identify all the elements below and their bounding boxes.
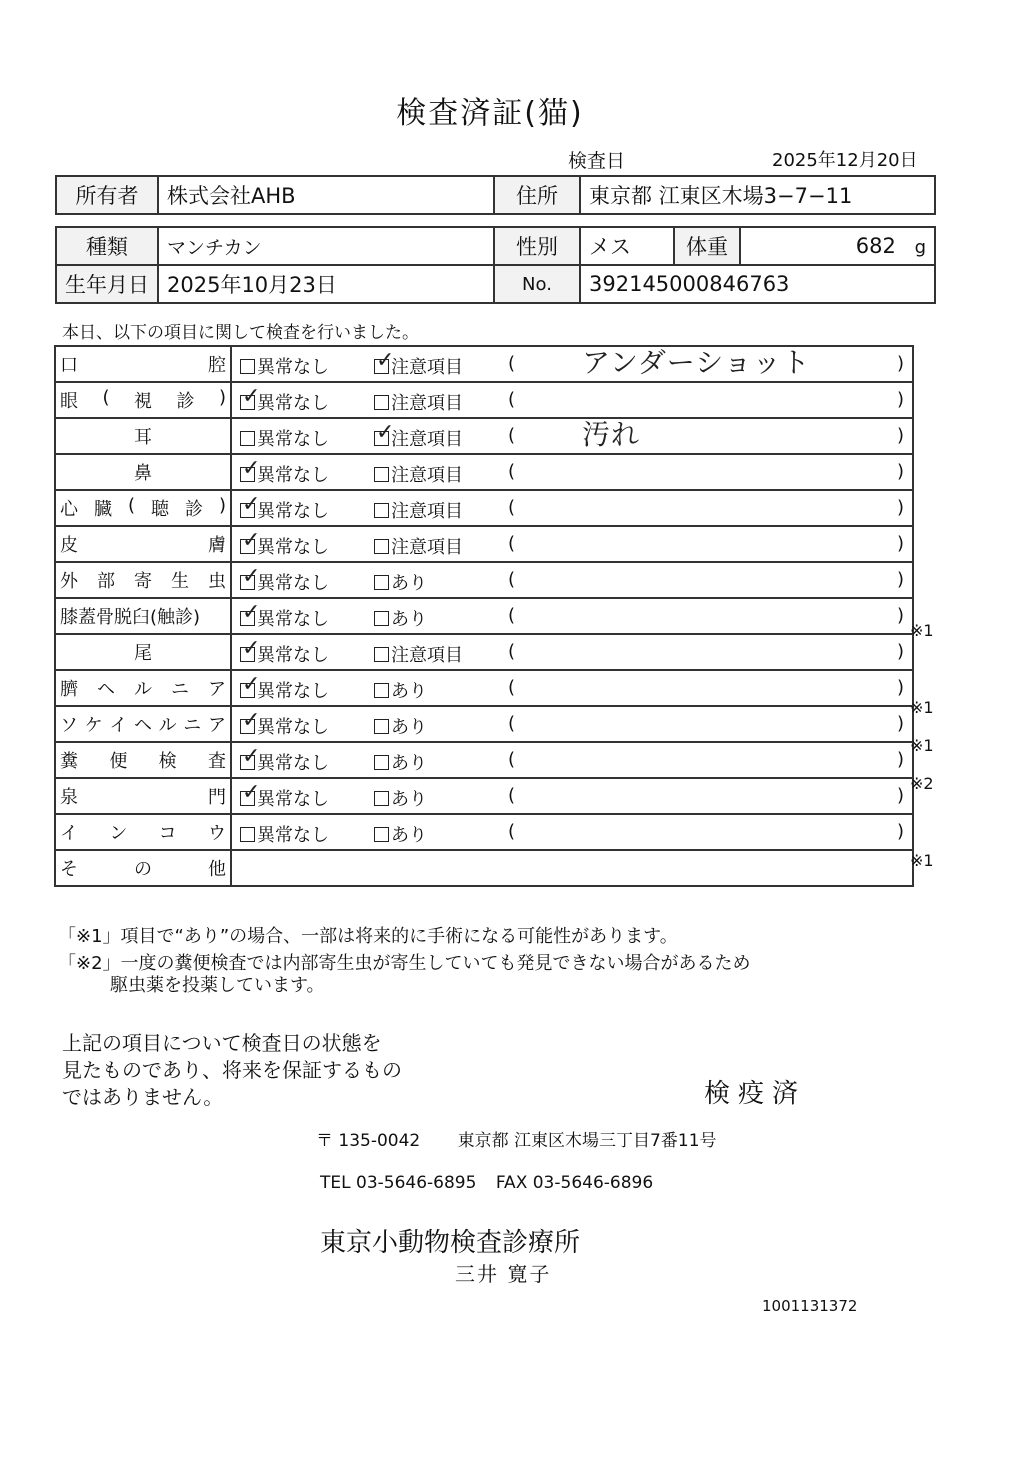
footnote-mark: ※2 xyxy=(910,774,934,794)
close-paren: ) xyxy=(896,461,904,482)
exam-item xyxy=(55,814,231,850)
checkbox-icon xyxy=(240,564,261,590)
exam-options xyxy=(231,562,913,598)
exam-item-text: 耳 xyxy=(134,427,152,448)
check-mark-icon: ✓ xyxy=(242,708,261,733)
option-normal-label: 異常なし xyxy=(257,501,329,522)
exam-item xyxy=(55,490,231,526)
option-finding-label: あり xyxy=(391,609,427,630)
option-finding[interactable] xyxy=(374,420,463,451)
checkbox-icon xyxy=(240,827,255,842)
check-mark-icon: ✓ xyxy=(242,636,261,661)
document-number: 1001131372 xyxy=(762,1297,858,1315)
exam-item-char: 虫 xyxy=(208,571,226,592)
close-paren: ) xyxy=(896,641,904,662)
checkbox-icon xyxy=(374,395,389,410)
option-finding-label: あり xyxy=(391,753,427,774)
exam-item-char: ヘ xyxy=(97,679,115,700)
option-finding-label: あり xyxy=(391,825,427,846)
exam-item xyxy=(55,634,231,670)
checkbox-icon xyxy=(240,456,261,482)
open-paren: ( xyxy=(508,749,516,770)
close-paren: ) xyxy=(896,569,904,590)
exam-row xyxy=(55,562,913,598)
exam-item xyxy=(55,670,231,706)
exam-item-char: ) xyxy=(218,387,226,408)
clinic-name: 東京小動物検査診療所 xyxy=(320,1228,581,1258)
number-label: No. xyxy=(494,265,580,303)
exam-date: 2025年12月20日 xyxy=(772,150,918,171)
option-normal[interactable] xyxy=(240,672,329,703)
exam-options xyxy=(231,778,913,814)
address-value: 東京都 江東区木場3−7−11 xyxy=(580,176,935,214)
footnote-1: 「※1」項目で“あり”の場合、一部は将来的に手術になる可能性があります。 xyxy=(58,926,678,947)
option-normal[interactable] xyxy=(240,744,329,775)
checkbox-icon xyxy=(240,600,261,626)
exam-item-label xyxy=(60,711,226,737)
option-finding-label: 注意項目 xyxy=(391,465,463,486)
exam-options xyxy=(231,526,913,562)
option-normal[interactable] xyxy=(240,528,329,559)
exam-item-char: ケ xyxy=(84,715,103,736)
sex-value: メス xyxy=(580,227,674,265)
option-normal[interactable] xyxy=(240,492,329,523)
handwritten-note: 汚れ xyxy=(582,418,641,451)
close-paren: ) xyxy=(896,605,904,626)
close-paren: ) xyxy=(896,821,904,842)
close-paren: ) xyxy=(896,677,904,698)
owner-table xyxy=(55,175,936,215)
tel: TEL 03-5646-6895 xyxy=(320,1173,477,1193)
open-paren: ( xyxy=(508,641,516,662)
handwritten-note: アンダーショット xyxy=(582,346,811,379)
check-mark-icon: ✓ xyxy=(242,528,261,553)
exam-row xyxy=(55,526,913,562)
checkbox-icon xyxy=(374,420,395,446)
option-finding[interactable] xyxy=(374,749,427,775)
option-normal[interactable] xyxy=(240,821,329,847)
checkbox-icon xyxy=(240,528,261,554)
footnote-2-cont: 駆虫薬を投薬しています。 xyxy=(110,975,325,996)
open-paren: ( xyxy=(508,677,516,698)
exam-item-char: ア xyxy=(207,715,226,736)
check-mark-icon: ✓ xyxy=(242,672,261,697)
exam-row xyxy=(55,778,913,814)
sex-label: 性別 xyxy=(494,227,580,265)
birth-label: 生年月日 xyxy=(56,265,158,303)
exam-item-char: 部 xyxy=(97,571,115,592)
check-mark-icon: ✓ xyxy=(242,564,261,589)
option-finding-label: 注意項目 xyxy=(391,537,463,558)
open-paren: ( xyxy=(508,461,516,482)
option-normal[interactable] xyxy=(240,353,329,379)
check-mark-icon: ✓ xyxy=(242,600,261,625)
exam-item-char: 査 xyxy=(207,751,226,772)
weight-value: 682 xyxy=(855,234,896,258)
exam-options xyxy=(231,742,913,778)
checkbox-icon xyxy=(374,467,389,482)
exam-options xyxy=(231,634,913,670)
checkbox-icon xyxy=(240,780,261,806)
exam-options xyxy=(231,454,913,490)
exam-item-char: 検 xyxy=(158,751,177,772)
exam-item-char: 診 xyxy=(176,391,195,412)
exam-item-char: ( xyxy=(102,387,110,408)
option-finding[interactable] xyxy=(374,389,463,415)
option-finding-label: 注意項目 xyxy=(391,429,463,450)
exam-row xyxy=(55,634,913,670)
exam-item-label xyxy=(60,747,226,773)
checkbox-icon xyxy=(240,431,255,446)
document-title: 検査済証(猫) xyxy=(396,96,584,131)
option-finding[interactable] xyxy=(374,497,463,523)
exam-item-char: ア xyxy=(208,679,226,700)
disclaimer-line-3: ではありません。 xyxy=(62,1085,224,1109)
checkbox-icon xyxy=(374,755,389,770)
close-paren: ) xyxy=(896,785,904,806)
exam-item-char: ニ xyxy=(183,715,202,736)
checkbox-icon xyxy=(240,384,261,410)
option-normal-label: 異常なし xyxy=(257,573,329,594)
other-label xyxy=(60,855,226,881)
animal-table xyxy=(55,226,936,304)
fax: FAX 03-5646-6896 xyxy=(495,1173,654,1193)
exam-item-char: ( xyxy=(127,495,135,516)
option-normal[interactable] xyxy=(240,780,329,811)
checkbox-icon xyxy=(374,791,389,806)
exam-options xyxy=(231,418,913,454)
exam-item-text: 膝蓋骨脱臼(触診) xyxy=(60,607,201,628)
owner-value: 株式会社AHB xyxy=(158,176,494,214)
checkbox-icon xyxy=(374,503,389,518)
exam-options xyxy=(231,706,913,742)
open-paren: ( xyxy=(508,605,516,626)
close-paren: ) xyxy=(896,713,904,734)
exam-date-label: 検査日 xyxy=(568,150,626,172)
exam-item-label xyxy=(60,423,226,449)
exam-table xyxy=(54,345,914,887)
checkbox-icon xyxy=(374,683,389,698)
exam-item-label xyxy=(60,675,226,701)
exam-row xyxy=(55,418,913,454)
checkbox-icon xyxy=(374,827,389,842)
breed-value: マンチカン xyxy=(158,227,494,265)
option-normal-label: 異常なし xyxy=(257,645,329,666)
exam-item-char: 便 xyxy=(109,751,128,772)
close-paren: ) xyxy=(896,749,904,770)
option-finding-label: あり xyxy=(391,789,427,810)
exam-item-char: 泉 xyxy=(60,787,78,808)
open-paren: ( xyxy=(508,497,516,518)
exam-item-char: 生 xyxy=(171,571,189,592)
open-paren: ( xyxy=(508,533,516,554)
breed-label: 種類 xyxy=(56,227,158,265)
exam-item-label xyxy=(60,531,226,557)
checkbox-icon xyxy=(374,575,389,590)
check-mark-icon: ✓ xyxy=(376,420,395,445)
checkbox-icon xyxy=(240,359,255,374)
exam-row xyxy=(55,706,913,742)
other-char: の xyxy=(134,859,152,880)
option-finding[interactable] xyxy=(374,533,463,559)
close-paren: ) xyxy=(896,353,904,374)
exam-item-label xyxy=(60,783,226,809)
exam-item-label xyxy=(60,351,226,377)
open-paren: ( xyxy=(508,353,516,374)
other-char: そ xyxy=(60,859,78,880)
exam-item xyxy=(55,382,231,418)
exam-item-char: ソ xyxy=(60,715,78,736)
option-normal-label: 異常なし xyxy=(257,681,329,702)
contact-line xyxy=(320,1173,653,1193)
exam-row xyxy=(55,490,913,526)
exam-item-char: 糞 xyxy=(60,751,78,772)
checkbox-icon xyxy=(374,647,389,662)
exam-item-label xyxy=(60,567,226,593)
exam-item-label xyxy=(60,603,226,629)
exam-options xyxy=(231,490,913,526)
exam-item-char: 口 xyxy=(60,355,78,376)
option-normal-label: 異常なし xyxy=(257,393,329,414)
exam-item-char: 門 xyxy=(208,787,226,808)
exam-item xyxy=(55,778,231,814)
checkbox-icon xyxy=(374,611,389,626)
exam-item-char: ウ xyxy=(207,823,226,844)
exam-item-char: 腔 xyxy=(208,355,226,376)
option-finding-label: 注意項目 xyxy=(391,393,463,414)
option-normal-label: 異常なし xyxy=(257,825,329,846)
exam-item-char: ) xyxy=(218,495,226,516)
exam-item-char: コ xyxy=(158,823,177,844)
clinic-address: 東京都 江東区木場三丁目7番11号 xyxy=(457,1131,717,1151)
exam-item-label xyxy=(60,459,226,485)
quarantine-stamp: 検疫済 xyxy=(704,1079,807,1109)
option-finding[interactable] xyxy=(374,785,427,811)
postal-code: 〒 135-0042 xyxy=(316,1131,421,1151)
option-normal-label: 異常なし xyxy=(257,753,329,774)
option-normal[interactable] xyxy=(240,636,329,667)
exam-options xyxy=(231,346,913,382)
checkbox-icon xyxy=(240,492,261,518)
open-paren: ( xyxy=(508,821,516,842)
check-mark-icon: ✓ xyxy=(242,780,261,805)
exam-item xyxy=(55,418,231,454)
exam-item-text: 鼻 xyxy=(134,463,152,484)
option-normal-label: 異常なし xyxy=(257,465,329,486)
option-normal[interactable] xyxy=(240,708,329,739)
option-normal[interactable] xyxy=(240,564,329,595)
checkbox-icon xyxy=(374,719,389,734)
option-normal-label: 異常なし xyxy=(257,789,329,810)
checkbox-icon xyxy=(240,744,261,770)
option-finding[interactable] xyxy=(374,348,463,379)
option-finding[interactable] xyxy=(374,461,463,487)
exam-item xyxy=(55,706,231,742)
exam-item xyxy=(55,598,231,634)
birth-value: 2025年10月23日 xyxy=(158,265,494,303)
exam-item-char: 臍 xyxy=(60,679,78,700)
footnote-mark: ※1 xyxy=(910,621,934,641)
option-normal[interactable] xyxy=(240,384,329,415)
exam-item-char: 外 xyxy=(60,571,78,592)
intro-text: 本日、以下の項目に関して検査を行いました。 xyxy=(62,323,419,343)
option-finding-label: 注意項目 xyxy=(391,501,463,522)
option-finding[interactable] xyxy=(374,713,427,739)
exam-item xyxy=(55,562,231,598)
exam-row xyxy=(55,598,913,634)
exam-row xyxy=(55,670,913,706)
exam-options xyxy=(231,814,913,850)
option-finding[interactable] xyxy=(374,641,463,667)
exam-row xyxy=(55,382,913,418)
address-label: 住所 xyxy=(494,176,580,214)
checkbox-icon xyxy=(240,672,261,698)
option-finding-label: 注意項目 xyxy=(391,357,463,378)
option-finding-label: 注意項目 xyxy=(391,645,463,666)
disclaimer-line-2: 見たものであり、将来を保証するもの xyxy=(62,1058,402,1082)
exam-item-char: 診 xyxy=(184,499,203,520)
option-finding-label: あり xyxy=(391,717,427,738)
weight-cell xyxy=(740,227,935,265)
check-mark-icon: ✓ xyxy=(242,456,261,481)
exam-options xyxy=(231,382,913,418)
exam-item-char: イ xyxy=(60,823,78,844)
option-finding[interactable] xyxy=(374,677,427,703)
exam-item-char: ル xyxy=(134,679,152,700)
open-paren: ( xyxy=(508,569,516,590)
option-normal-label: 異常なし xyxy=(257,357,329,378)
exam-item-label xyxy=(60,819,226,845)
open-paren: ( xyxy=(508,785,516,806)
option-finding-label: あり xyxy=(391,681,427,702)
exam-item-char: 膚 xyxy=(208,535,226,556)
exam-row xyxy=(55,814,913,850)
option-normal-label: 異常なし xyxy=(257,717,329,738)
checkbox-icon xyxy=(374,348,395,374)
exam-item xyxy=(55,742,231,778)
other-item xyxy=(55,850,231,886)
exam-item-char: 皮 xyxy=(60,535,78,556)
exam-row xyxy=(55,454,913,490)
owner-label: 所有者 xyxy=(56,176,158,214)
open-paren: ( xyxy=(508,425,516,446)
other-value xyxy=(231,850,913,886)
exam-options xyxy=(231,598,913,634)
option-normal-label: 異常なし xyxy=(257,537,329,558)
exam-item-char: イ xyxy=(109,715,128,736)
exam-item-char: 寄 xyxy=(134,571,152,592)
close-paren: ) xyxy=(896,533,904,554)
open-paren: ( xyxy=(508,389,516,410)
option-normal[interactable] xyxy=(240,425,329,451)
checkbox-icon xyxy=(374,539,389,554)
clinic-address-line xyxy=(316,1126,717,1151)
disclaimer xyxy=(62,1030,402,1111)
exam-item xyxy=(55,346,231,382)
weight-label: 体重 xyxy=(674,227,740,265)
exam-item-char: ヘ xyxy=(133,715,152,736)
option-finding-label: あり xyxy=(391,573,427,594)
option-normal-label: 異常なし xyxy=(257,429,329,450)
exam-row xyxy=(55,742,913,778)
exam-item-char: ニ xyxy=(171,679,189,700)
exam-row xyxy=(55,346,913,382)
vet-name: 三井 寛子 xyxy=(455,1262,552,1286)
exam-item-char: 眼 xyxy=(60,391,78,412)
weight-unit: g xyxy=(914,237,926,258)
disclaimer-line-1: 上記の項目について検査日の状態を xyxy=(62,1031,382,1055)
exam-item xyxy=(55,526,231,562)
check-mark-icon: ✓ xyxy=(242,744,261,769)
open-paren: ( xyxy=(508,713,516,734)
footnote-mark: ※1 xyxy=(910,736,934,755)
exam-item-label xyxy=(60,387,226,413)
check-mark-icon: ✓ xyxy=(376,348,395,373)
exam-options xyxy=(231,670,913,706)
checkbox-icon xyxy=(240,636,261,662)
option-normal-label: 異常なし xyxy=(257,609,329,630)
exam-item-char: 心 xyxy=(60,499,78,520)
other-char: 他 xyxy=(208,859,226,880)
close-paren: ) xyxy=(896,389,904,410)
check-mark-icon: ✓ xyxy=(242,384,261,409)
number-value: 392145000846763 xyxy=(580,265,935,303)
option-normal[interactable] xyxy=(240,456,329,487)
footnote-mark: ※1 xyxy=(910,850,934,870)
exam-item-char: 視 xyxy=(134,391,152,412)
exam-item-char: 臓 xyxy=(93,499,112,520)
checkbox-icon xyxy=(240,708,261,734)
exam-item-label xyxy=(60,639,226,665)
close-paren: ) xyxy=(896,497,904,518)
exam-item-text: 尾 xyxy=(134,643,152,664)
exam-item-char: ル xyxy=(158,715,177,736)
option-finding[interactable] xyxy=(374,605,427,631)
close-paren: ) xyxy=(896,425,904,446)
exam-item-char: 聴 xyxy=(150,499,169,520)
exam-item-label xyxy=(60,495,226,521)
option-normal[interactable] xyxy=(240,600,329,631)
option-finding[interactable] xyxy=(374,821,427,847)
check-mark-icon: ✓ xyxy=(242,492,261,517)
option-finding[interactable] xyxy=(374,569,427,595)
footnote-mark: ※1 xyxy=(910,697,934,717)
exam-item-char: ン xyxy=(109,823,128,844)
footnote-2: 「※2」一度の糞便検査では内部寄生虫が寄生していても発見できない場合があるため xyxy=(58,953,751,974)
exam-item xyxy=(55,454,231,490)
